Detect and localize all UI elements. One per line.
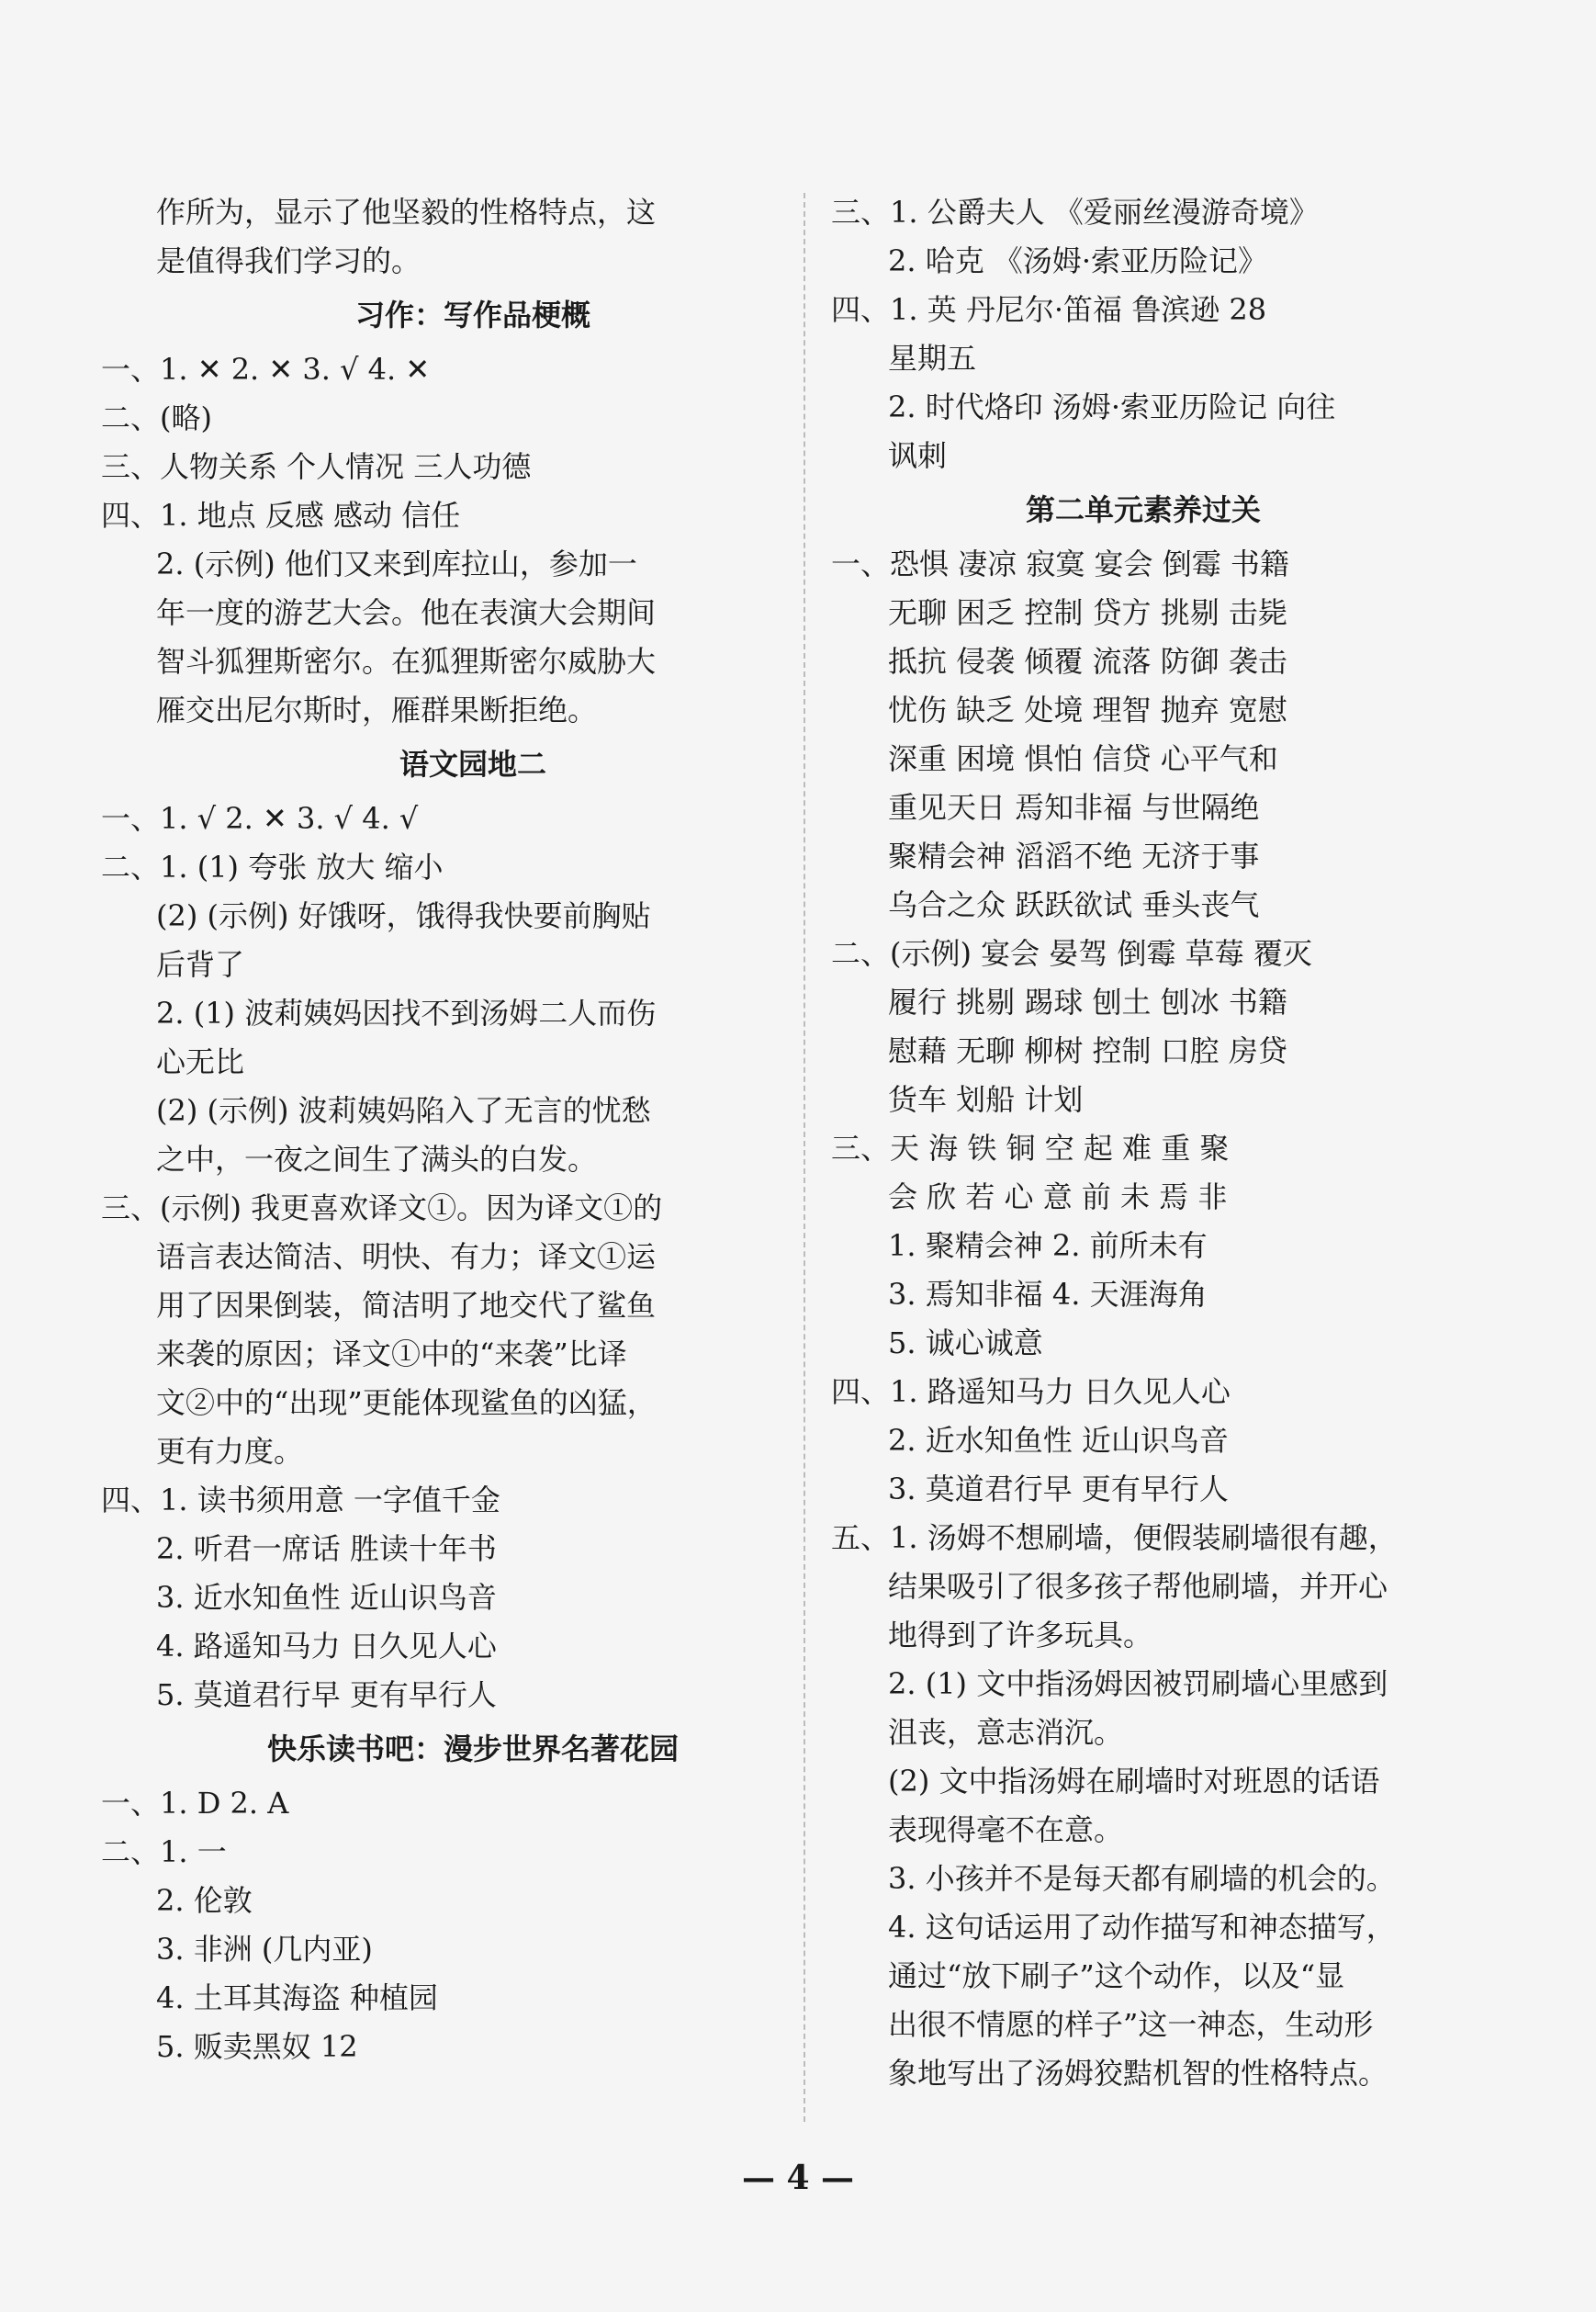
answer-line: 无聊 困乏 控制 贷方 挑剔 击毙 — [888, 595, 1287, 630]
answer-line: 智斗狐狸斯密尔。在狐狸斯密尔威胁大 — [156, 644, 657, 679]
answer-line: 4. 土耳其海盗 种植园 — [156, 1980, 438, 2015]
answer-line: (2) (示例) 好饿呀，饿得我快要前胸贴 — [156, 898, 651, 933]
answer-line: 三、1. 公爵夫人 《爱丽丝漫游奇境》 — [831, 195, 1319, 230]
answer-line: 心无比 — [156, 1044, 245, 1079]
answer-line: 深重 困境 惧怕 信贷 心平气和 — [888, 741, 1278, 776]
section-heading: 习作：写作品梗概 — [354, 298, 590, 333]
answer-line: 慰藉 无聊 柳树 控制 口腔 房贷 — [888, 1033, 1287, 1068]
answer-line: 2. 听君一席话 胜读十年书 — [156, 1531, 497, 1566]
answer-line: 1. 聚精会神 2. 前所未有 — [888, 1228, 1208, 1263]
answer-line: 3. 近水知鱼性 近山识鸟音 — [156, 1580, 497, 1615]
answer-line: 五、1. 汤姆不想刷墙，便假装刷墙很有趣， — [831, 1520, 1398, 1555]
answer-line: 三、(示例) 我更喜欢译文①。因为译文①的 — [101, 1190, 663, 1225]
answer-line: 5. 贩卖黑奴 12 — [156, 2029, 358, 2064]
answer-line: 四、1. 路遥知马力 日久见人心 — [831, 1374, 1231, 1409]
answer-line: 2. (1) 文中指汤姆因被罚刷墙心里感到 — [888, 1666, 1388, 1701]
answer-line: 通过“放下刷子”这个动作，以及“显 — [888, 1958, 1345, 1993]
answer-line: 2. 时代烙印 汤姆·索亚历险记 向往 — [888, 389, 1336, 424]
answer-line: 3. 小孩并不是每天都有刷墙的机会的。 — [888, 1861, 1396, 1896]
answer-line: 乌合之众 跃跃欲试 垂头丧气 — [888, 887, 1260, 922]
answer-line: 3. 莫道君行早 更有早行人 — [888, 1472, 1229, 1506]
answer-line: 二、1. 一 — [101, 1834, 227, 1869]
answer-line: 忧伤 缺乏 处境 理智 抛弃 宽慰 — [888, 693, 1287, 727]
text-line: 是值得我们学习的。 — [156, 243, 421, 278]
answer-line: 一、1. √ 2. ✕ 3. √ 4. √ — [101, 801, 419, 836]
section-heading: 语文园地二 — [399, 747, 546, 782]
answer-line: 用了因果倒装，简洁明了地交代了鲨鱼 — [156, 1288, 657, 1323]
answer-line: 表现得毫不在意。 — [888, 1812, 1124, 1847]
answer-line: 三、人物关系 个人情况 三人功德 — [101, 449, 532, 484]
answer-line: 4. 路遥知马力 日久见人心 — [156, 1629, 497, 1664]
text-line: 作所为，显示了他坚毅的性格特点，这 — [156, 195, 657, 230]
answer-line: 4. 这句话运用了动作描写和神态描写， — [888, 1910, 1396, 1945]
answer-line: 星期五 — [888, 341, 977, 376]
answer-line: 四、1. 读书须用意 一字值千金 — [101, 1483, 500, 1517]
answer-line: 重见天日 焉知非福 与世隔绝 — [888, 790, 1260, 825]
answer-line: 2. 哈克 《汤姆·索亚历险记》 — [888, 243, 1268, 278]
answer-line: 后背了 — [156, 947, 245, 982]
answer-line: 地得到了许多玩具。 — [888, 1618, 1153, 1652]
answer-line: 会 欣 若 心 意 前 未 焉 非 — [888, 1179, 1228, 1214]
answer-line: 三、天 海 铁 铜 空 起 难 重 聚 — [831, 1131, 1230, 1166]
answer-line: 之中，一夜之间生了满头的白发。 — [156, 1142, 598, 1177]
left-column — [101, 188, 790, 2071]
page-number: — 4 — — [741, 2159, 855, 2197]
answer-line: 二、(略) — [101, 400, 212, 435]
answer-line: 货车 划船 计划 — [888, 1082, 1084, 1117]
answer-line: 二、(示例) 宴会 晏驾 倒霉 草莓 覆灭 — [831, 936, 1312, 971]
answer-line: (2) 文中指汤姆在刷墙时对班恩的话语 — [888, 1764, 1380, 1799]
answer-line: 四、1. 地点 反感 感动 信任 — [101, 498, 461, 533]
answer-line: 3. 焉知非福 4. 天涯海角 — [888, 1277, 1208, 1312]
answer-line: 象地写出了汤姆狡黠机智的性格特点。 — [888, 2056, 1388, 2091]
answer-line: 5. 莫道君行早 更有早行人 — [156, 1677, 497, 1712]
answer-line: 2. 近水知鱼性 近山识鸟音 — [888, 1423, 1229, 1458]
answer-line: 文②中的“出现”更能体现鲨鱼的凶猛， — [156, 1385, 657, 1420]
answer-line: 年一度的游艺大会。他在表演大会期间 — [156, 595, 657, 630]
answer-line: 二、1. (1) 夸张 放大 缩小 — [101, 850, 444, 885]
answer-line: 聚精会神 滔滔不绝 无济于事 — [888, 839, 1260, 874]
answer-line: 5. 诚心诚意 — [888, 1325, 1043, 1360]
answer-line: 一、1. ✕ 2. ✕ 3. √ 4. ✕ — [101, 352, 431, 387]
answer-line: 更有力度。 — [156, 1434, 304, 1469]
answer-line: 出很不情愿的样子”这一神态，生动形 — [888, 2007, 1374, 2042]
answer-line: 结果吸引了很多孩子帮他刷墙，并开心 — [888, 1569, 1388, 1604]
section-heading: 第二单元素养过关 — [1025, 492, 1261, 527]
answer-line: 沮丧，意志消沉。 — [888, 1715, 1124, 1750]
answer-line: 四、1. 英 丹尼尔·笛福 鲁滨逊 28 — [831, 292, 1267, 327]
section-heading: 快乐读书吧：漫步世界名著花园 — [266, 1731, 679, 1766]
answer-line: 一、1. D 2. A — [101, 1786, 289, 1821]
column-divider — [804, 193, 805, 2122]
answer-line: 抵抗 侵袭 倾覆 流落 防御 袭击 — [888, 644, 1287, 679]
answer-line: 来袭的原因；译文①中的“来袭”比译 — [156, 1336, 627, 1371]
answer-line: 语言表达简洁、明快、有力；译文①运 — [156, 1239, 657, 1274]
answer-line: 2. 伦敦 — [156, 1883, 253, 1918]
answer-line: 履行 挑剔 踢球 刨土 刨冰 书籍 — [888, 985, 1287, 1020]
answer-line: 一、恐惧 凄凉 寂寞 宴会 倒霉 书籍 — [831, 547, 1289, 581]
answer-line: 雁交出尼尔斯时，雁群果断拒绝。 — [156, 693, 598, 727]
answer-line: 讽刺 — [888, 438, 948, 473]
right-column — [831, 188, 1456, 2098]
answer-line: 2. (示例) 他们又来到库拉山，参加一 — [156, 547, 637, 581]
answer-line: 2. (1) 波莉姨妈因找不到汤姆二人而伤 — [156, 996, 657, 1031]
answer-line: (2) (示例) 波莉姨妈陷入了无言的忧愁 — [156, 1093, 651, 1128]
answer-line: 3. 非洲 (几内亚) — [156, 1932, 373, 1967]
